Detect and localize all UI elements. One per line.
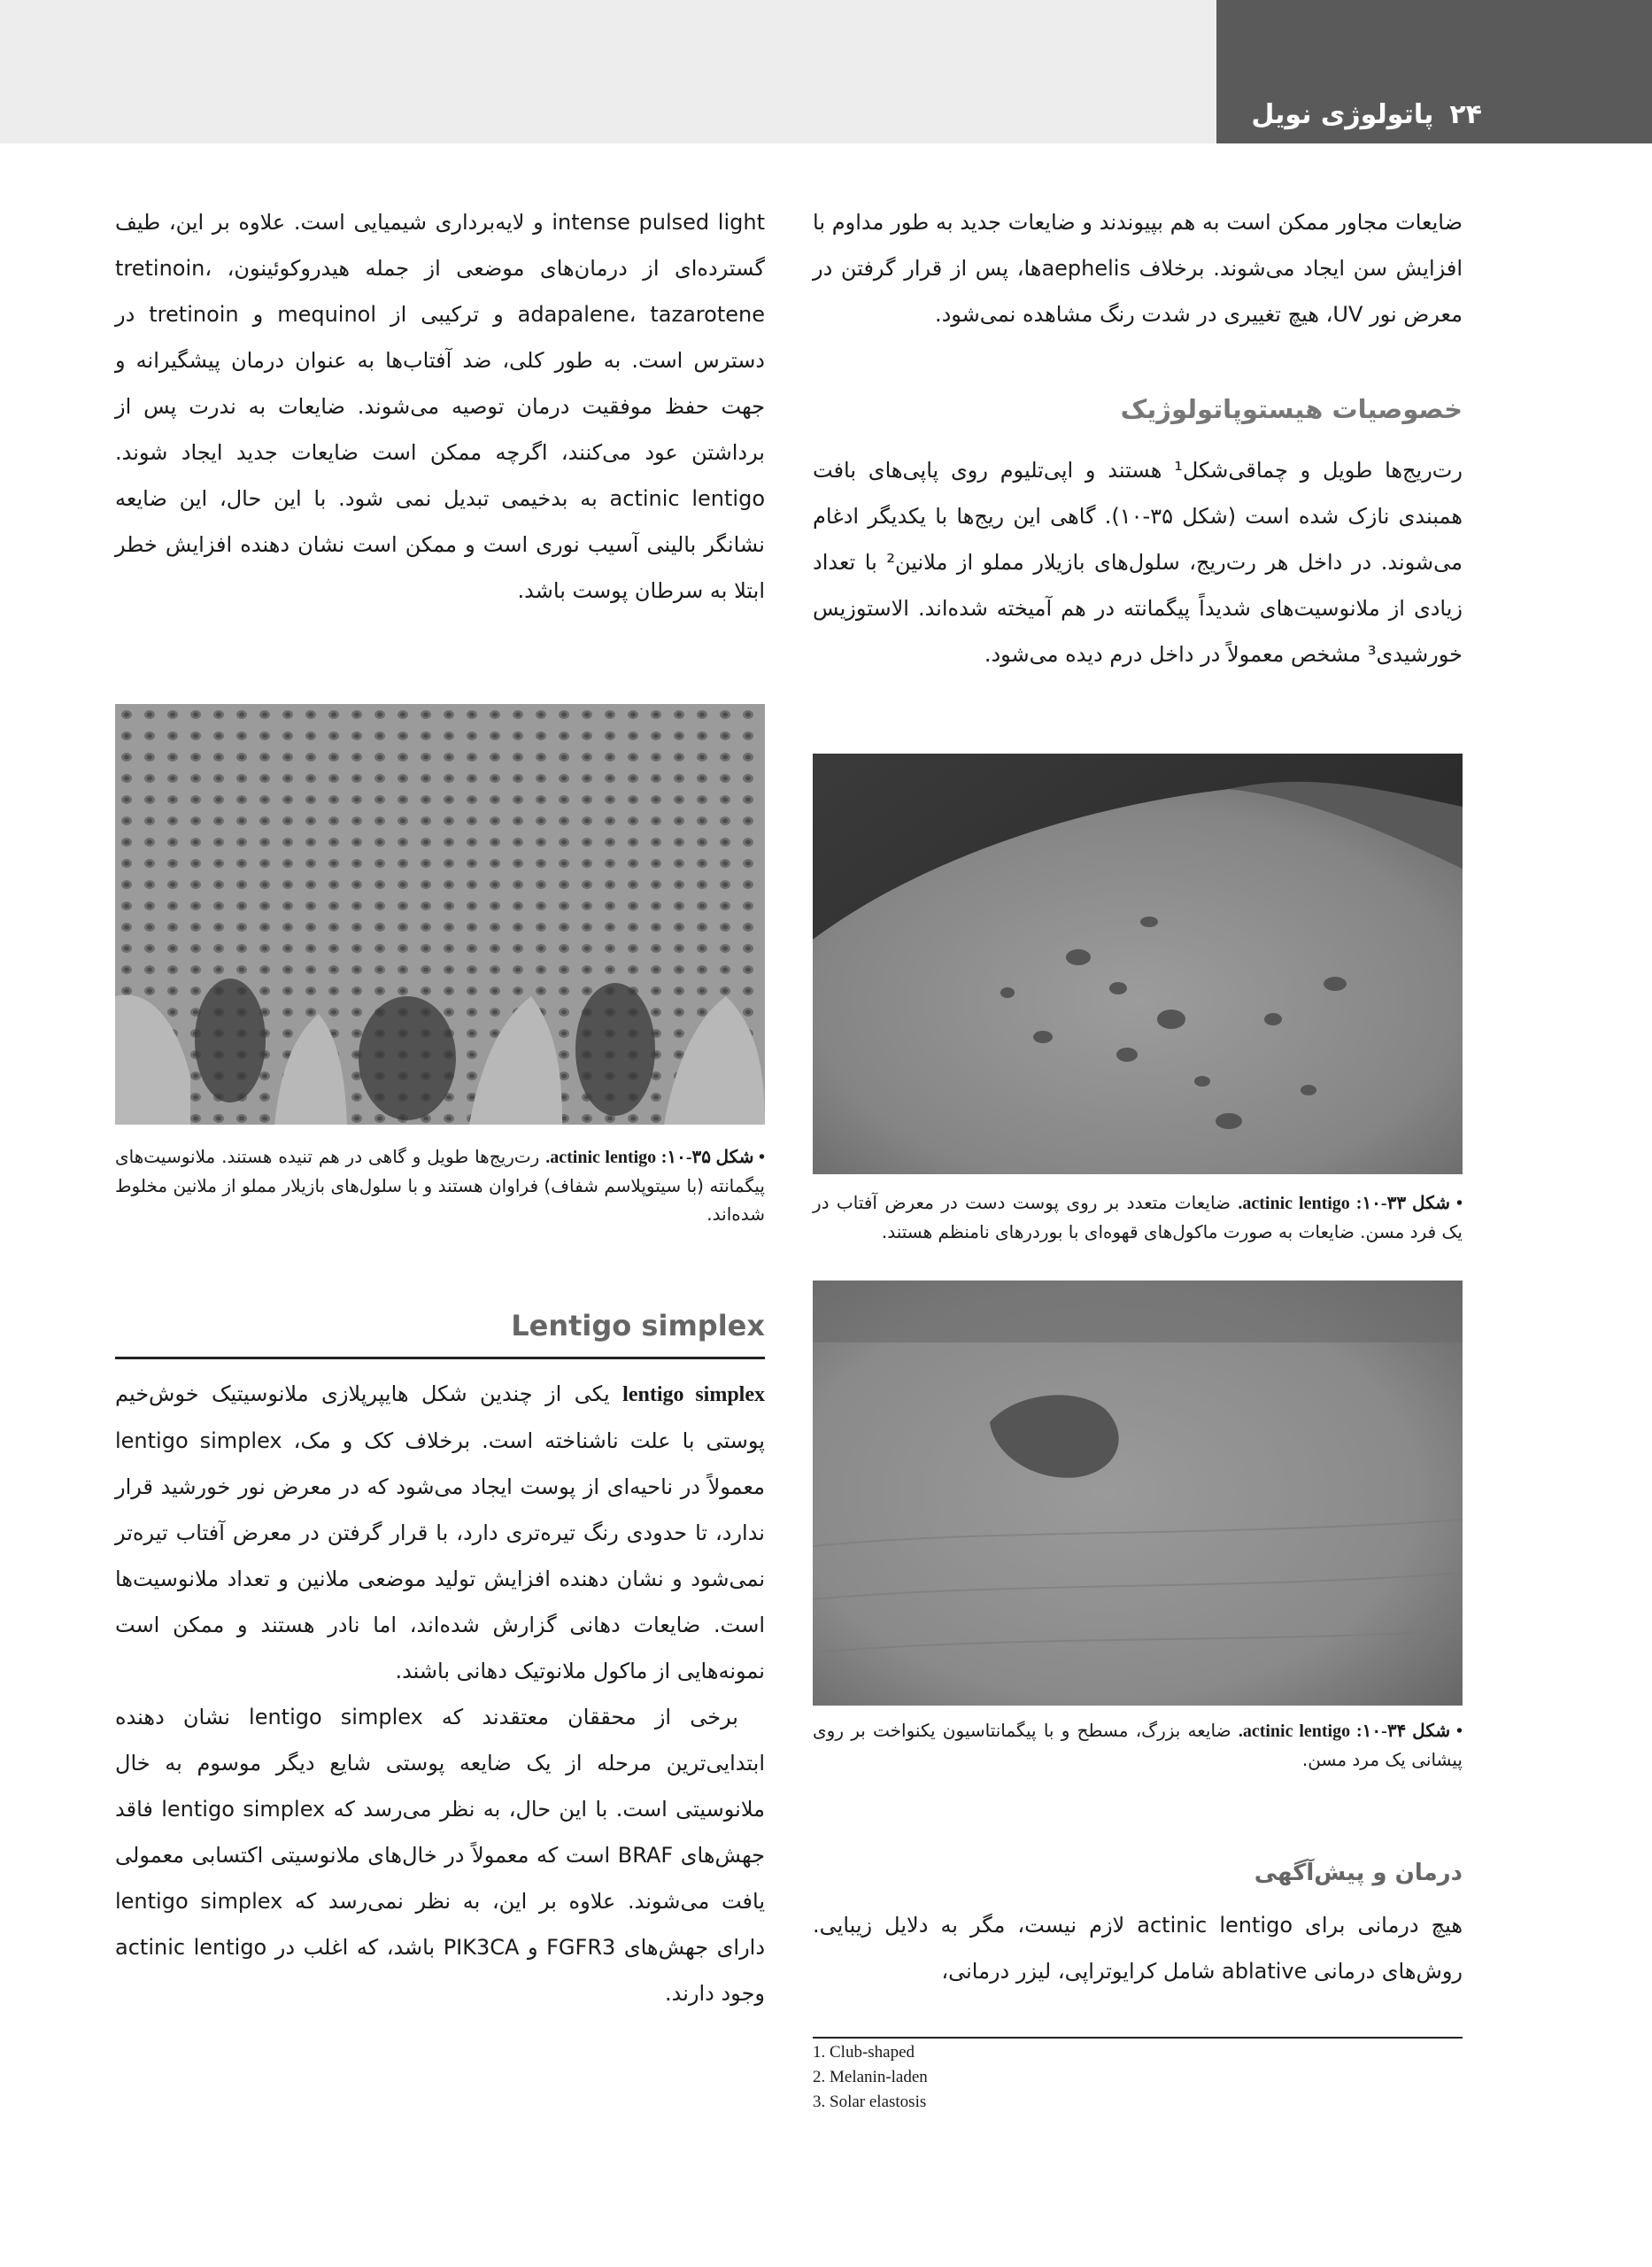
right-intro-block — [813, 199, 1463, 337]
simplex-paragraph-2: برخی از محققان معتقدند که lentigo simplex نشان دهنده ابتدایی‌ترین مرحله از یک ضایعه پوستی شایع دیگر موسوم به خال ملانوسیتی است. با این حال، به نظر می‌رسد که lentigo simplex فاقد جهش‌های BRAF است که معمولاً در خال‌های ملانوسیتی اکتسابی معمولی یافت می‌شوند. علاوه بر این، به نظر نمی‌رسد که lentigo simplex دارای جهش‌های FGFR3 و PIK3CA باشد، که اغلب در actinic lentigo وجود دارند. — [115, 1705, 766, 2006]
treatment-heading: درمان و پیش‌آگهی — [1254, 1860, 1463, 1886]
figure-33-photo — [813, 754, 1463, 1174]
figure-35-text: رت‌ریج‌ها طویل و گاهی در هم تنیده هستند. ملانوسیت‌های پیگمانته (با سیتوپلاسم شفاف) فراوان هستند و با سلول‌های بازیلار مملو از ملانین مخلوط شده‌اند. — [115, 1146, 765, 1225]
figure-34-photo — [813, 1281, 1463, 1706]
header-bar — [0, 0, 1216, 143]
figure-34-label: • شکل ۳۴-۱۰: actinic lentigo. — [1238, 1722, 1463, 1741]
figure-33-caption — [813, 1188, 1463, 1246]
footnote-rule — [813, 2037, 1463, 2039]
histo-heading: خصوصیات هیستوپاتولوژیک — [1120, 394, 1463, 424]
figure-35-caption — [115, 1142, 765, 1228]
running-head — [1216, 96, 1482, 135]
figure-33-label: • شکل ۳۳-۱۰: actinic lentigo. — [1238, 1194, 1463, 1213]
forehead-lesion-image — [813, 1281, 1463, 1706]
figure-34-caption — [813, 1716, 1463, 1774]
footnote-1: 1. Club-shaped — [813, 2043, 915, 2062]
histo-section — [813, 394, 1463, 424]
treatment-section — [813, 1860, 1463, 1886]
simplex-text-1: یکی از چندین شکل هایپرپلازی ملانوسیتیک خوش‌خیم پوستی با علت ناشناخته است. برخلاف کک و مک، lentigo simplex معمولاً در ناحیه‌ای از پوست ایجاد می‌شود که در معرض نور خورشید قرار ندارد، تا حدودی رنگ تیره‌تری دارد، با قرار گرفتن در معرض آفتاب تیره‌تر نمی‌شود و نشان دهنده افزایش تولید موضعی ملانین و تعداد ملانوسیت‌ها است. ضایعات دهانی گزارش شده‌اند، اما نادر هستند و ممکن است نمونه‌هایی از ماکول ملانوتیک دهانی باشند. — [115, 1381, 765, 1683]
histo-paragraph: رت‌ریج‌ها طویل و چماقی‌شکل¹ هستند و اپی‌تلیوم روی پاپی‌های بافت همبندی نازک شده است (شکل ۳۵-۱۰). گاهی این ریج‌ها با یکدیگر ادغام می‌شوند. در داخل هر رت‌ریج، سلول‌های بازیلار مملو از ملانین² با تعداد زیادی از ملانوسیت‌های شدیداً پیگمانته در هم آمیخته شده‌اند. الاستوزیس خورشیدی³ مشخص معمولاً در داخل درم دیده می‌شود. — [813, 458, 1463, 667]
simplex-paragraph-1 — [115, 1371, 765, 1694]
histology-image — [115, 704, 765, 1125]
footnote-3: 3. Solar elastosis — [813, 2093, 927, 2111]
figure-33-text: ضایعات متعدد بر روی پوست دست در معرض آفتاب در یک فرد مسن. ضایعات به صورت ماکول‌های قهوه‌ای با بوردرهای نامنظم هستند. — [813, 1192, 1463, 1242]
book-title: پاتولوژی نویل — [1251, 99, 1434, 130]
treatment-body — [813, 1902, 1463, 1994]
footnotes — [813, 2040, 1463, 2115]
left-continuation — [115, 199, 765, 614]
simplex-bold-term: lentigo simplex — [622, 1383, 765, 1406]
figure-35-photo — [115, 704, 765, 1125]
page-number: ۲۴ — [1449, 99, 1482, 130]
intro-paragraph: ضایعات مجاور ممکن است به هم بپیوندند و ضایعات جدید به طور مداوم با افزایش سن ایجاد می‌شوند. برخلاف aephelisها، پس از قرار گرفتن در معرض نور UV، هیچ تغییری در شدت رنگ مشاهده نمی‌شود. — [813, 210, 1463, 327]
simplex-heading: Lentigo simplex — [511, 1309, 765, 1342]
simplex-heading-rule — [115, 1357, 765, 1359]
figure-35-label: • شکل ۳۵-۱۰: actinic lentigo. — [545, 1148, 766, 1167]
continuation-paragraph: intense pulsed light و لایه‌برداری شیمیایی است. علاوه بر این، طیف گسترده‌ای از درمان‌های موضعی از جمله هیدروکوئینون، tretinoin، adapalene، tazarotene و ترکیبی از mequinol و tretinoin در دسترس است. به طور کلی، ضد آفتاب‌ها به عنوان درمان پیشگیرانه و جهت حفظ موفقیت درمان توصیه می‌شوند. ضایعات به ندرت پس از برداشتن عود می‌کنند، اگرچه ممکن است ضایعات جدید ایجاد شوند. actinic lentigo به بدخیمی تبدیل نمی شود. با این حال، این ضایعه نشانگر بالینی آسیب نوری است و ممکن است نشان دهنده افزایش خطر ابتلا به سرطان پوست باشد. — [115, 210, 766, 603]
footnote-2: 2. Melanin-laden — [813, 2068, 928, 2086]
treatment-paragraph: هیچ درمانی برای actinic lentigo لازم نیست، مگر به دلایل زیبایی. روش‌های درمانی ablative شامل کرایوتراپی، لیزر درمانی، — [813, 1913, 1463, 1984]
histo-body — [813, 447, 1463, 677]
simplex-body — [115, 1371, 765, 2016]
hand-lesions-image — [813, 754, 1463, 1174]
figure-34-text: ضایعه بزرگ، مسطح و با پیگمانتاسیون یکنواخت بر روی پیشانی یک مرد مسن. — [813, 1720, 1463, 1770]
